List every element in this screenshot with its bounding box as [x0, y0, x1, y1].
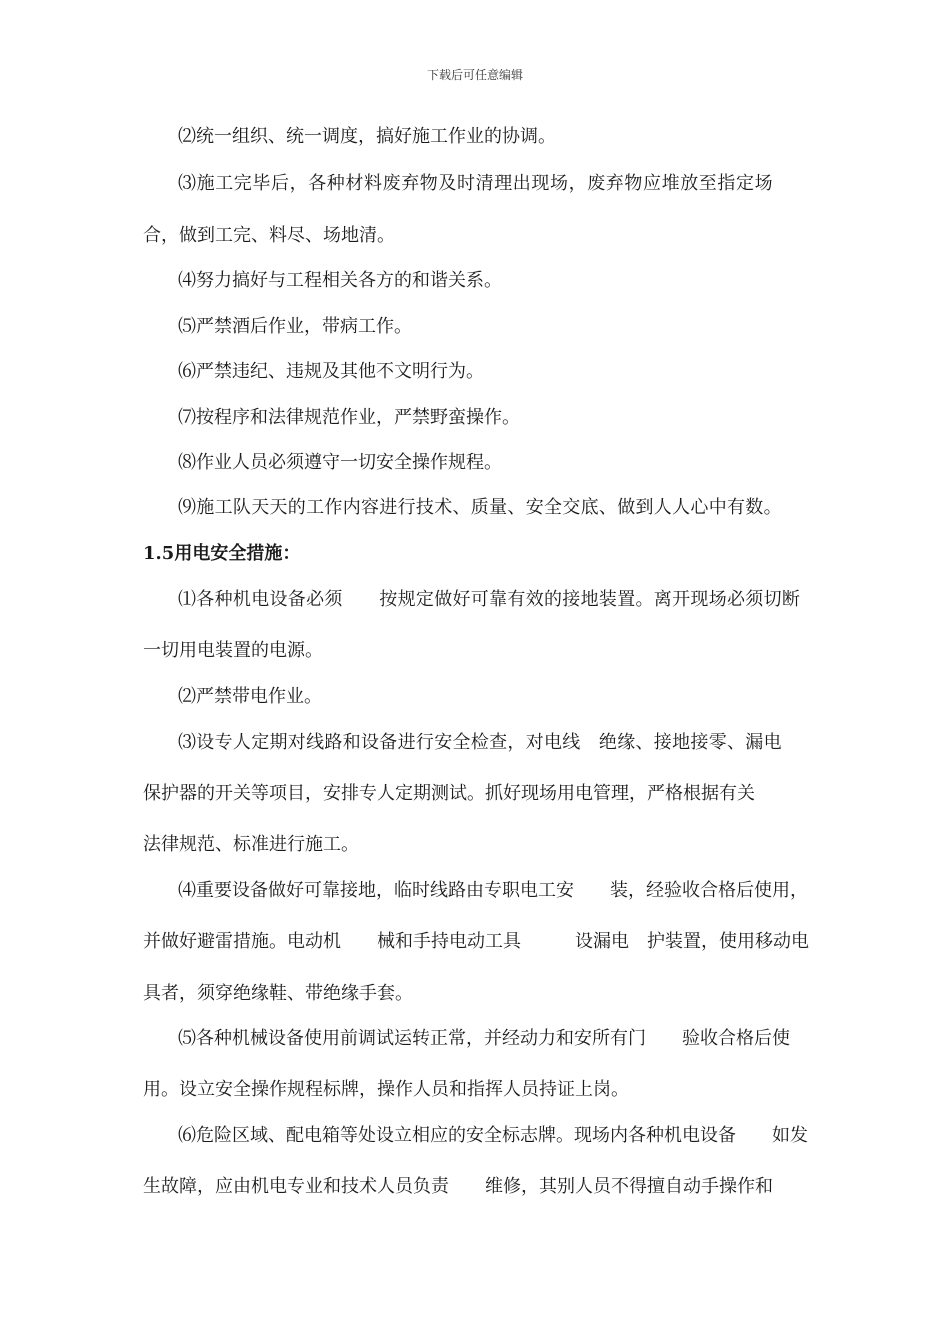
text-line: 生故障，应由机电专业和技术人员负责 维修，其别人员不得擅自动手操作和 — [143, 1176, 773, 1197]
text-line: 用。设立安全操作规程标牌，操作人员和指挥人员持证上岗。 — [143, 1079, 629, 1100]
text-line: ⑺按程序和法律规范作业，严禁野蛮操作。 — [178, 407, 520, 428]
text-line: 法律规范、标准进行施工。 — [143, 834, 359, 855]
text-line: ⑸各种机械设备使用前调试运转正常，并经动力和安所有门 验收合格后使 — [178, 1028, 790, 1049]
page-header: 下载后可任意编辑 — [426, 68, 523, 82]
text-line: 具者，须穿绝缘鞋、带绝缘手套。 — [143, 983, 413, 1004]
text-line: ⑹危险区域、配电箱等处设立相应的安全标志牌。现场内各种机电设备 如发 — [178, 1125, 808, 1146]
text-line: ⑻作业人员必须遵守一切安全操作规程。 — [178, 452, 502, 473]
text-line: ⑶施工完毕后，各种材料废弃物及时清理出现场，废弃物应堆放至指定场 — [178, 173, 774, 194]
text-line: ⑷重要设备做好可靠接地，临时线路由专职电工安 装，经验收合格后使用， — [178, 880, 808, 901]
text-line: ⑵严禁带电作业。 — [178, 686, 322, 707]
text-line: 合，做到工完、料尽、场地清。 — [143, 225, 395, 246]
text-line: ⑼施工队天天的工作内容进行技术、质量、安全交底、做到人人心中有数。 — [178, 497, 782, 518]
text-line: ⑴各种机电设备必须 按规定做好可靠有效的接地装置。离开现场必须切断 — [178, 589, 801, 610]
text-line: 保护器的开关等项目，安排专人定期测试。抓好现场用电管理，严格根据有关 — [143, 783, 755, 804]
text-line: 并做好避雷措施。电动机 械和手持电动工具 设漏电 护装置，使用移动电 — [143, 931, 809, 952]
text-line: 一切用电装置的电源。 — [143, 640, 323, 661]
text-line: ⑸严禁酒后作业，带病工作。 — [178, 316, 412, 337]
section-heading: 1.5用电安全措施： — [143, 543, 301, 564]
text-line: ⑹严禁违纪、违规及其他不文明行为。 — [178, 361, 484, 382]
text-line: ⑷努力搞好与工程相关各方的和谐关系。 — [178, 270, 502, 291]
text-line: ⑶设专人定期对线路和设备进行安全检查，对电线 绝缘、接地接零、漏电 — [178, 732, 782, 753]
text-line: ⑵统一组织、统一调度，搞好施工作业的协调。 — [178, 126, 556, 147]
